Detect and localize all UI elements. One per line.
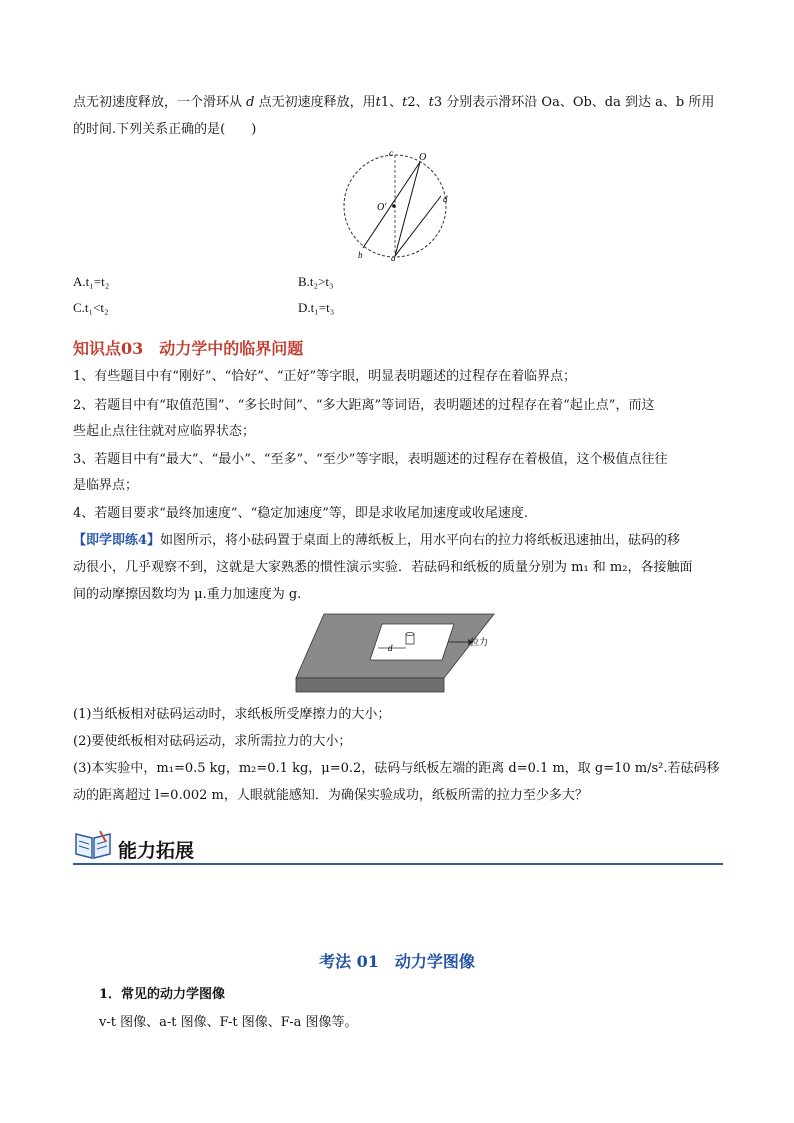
section-title: 能力拓展: [118, 840, 195, 862]
text: 2、: [407, 95, 429, 110]
question-text-line: [73, 94, 714, 112]
line-Oa: [395, 162, 420, 256]
paper-board-diagram: [294, 612, 504, 694]
knowledge-item-1: 1、有些题目中有“刚好”、“恰好”、“正好”等字眼，明显表明题述的过程存在着临界点；: [73, 369, 577, 384]
sub-question-3-cont: 动的距离超过 l=0.002 m，人眼就能感知．为确保实验成功，纸板所需的拉力至少多大？: [73, 788, 588, 803]
option-c[interactable]: C.t₁<t₂: [73, 300, 109, 315]
line-da: [395, 196, 441, 256]
exercise-tag: 【即学即练4】: [73, 533, 161, 548]
question-text-line: 的时间.下列关系正确的是( ): [73, 122, 257, 137]
exercise-line-2: 动很小，几乎观察不到，这就是大家熟悉的惯性演示实验．若砝码和纸板的质量分别为 m₁ 和 m₂，各接触面: [73, 560, 693, 575]
force-label: 拉力: [470, 638, 489, 648]
center-point: [392, 204, 396, 208]
text: d: [246, 95, 255, 110]
text: t: [428, 95, 434, 110]
sub-question-2: (2)要使纸板相对砝码运动，求所需拉力的大小；: [73, 734, 352, 749]
option-a[interactable]: A.t₁=t₂: [73, 274, 110, 289]
label-O: O: [419, 152, 427, 163]
text: 1、: [380, 95, 403, 110]
knowledge-item-3: 3、若题目中有“最大”、“最小”、“至多”、“至少”等字眼，表明题述的过程存在着极值，这个极值点往往: [73, 452, 668, 467]
method-title: 考法 01 动力学图像: [319, 952, 475, 971]
sub-question-3: (3)本实验中，m₁=0.5 kg，m₂=0.1 kg，μ=0.2，砝码与纸板左端的距离 d=0.1 m，取 g=10 m/s².若砝码移: [73, 761, 720, 776]
text: t: [375, 95, 381, 110]
book-icon: [73, 828, 113, 860]
exercise-line-1: [73, 532, 680, 550]
label-a: a: [391, 253, 396, 262]
knowledge-point-heading: 知识点03 动力学中的临界问题: [73, 339, 304, 358]
text: 3 分别表示滑环沿 Oa、Ob、da 到达 a、b 所用: [433, 95, 715, 110]
sub-question-1: (1)当纸板相对砝码运动时，求纸板所受摩擦力的大小；: [73, 707, 391, 722]
sub-text: v-t 图像、a-t 图像、F-t 图像、F-a 图像等。: [99, 1015, 358, 1030]
section-divider: [73, 863, 723, 865]
d-label: d: [388, 643, 393, 653]
table-edge: [296, 678, 444, 692]
text: 如图所示，将小砝码置于桌面上的薄纸板上，用水平向右的拉力将纸板迅速抽出，砝码的移: [160, 533, 681, 548]
circle-diagram: [340, 150, 460, 262]
knowledge-item-2-cont: 些起止点往往就对应临界状态；: [73, 424, 256, 439]
label-b: b: [358, 250, 363, 260]
sub-heading: 1．常见的动力学图像: [99, 987, 226, 1002]
knowledge-item-4: 4、若题目要求“最终加速度”、“稳定加速度”等，即是求收尾加速度或收尾速度.: [73, 506, 528, 521]
text: 点无初速度释放，一个滑环从: [73, 95, 247, 110]
knowledge-item-2: 2、若题目中有“取值范围”、“多长时间”、“多大距离”等词语，表明题述的过程存在着“起止点”，而这: [73, 398, 655, 413]
weight-top: [406, 633, 414, 636]
exercise-line-3: 间的动摩擦因数均为 μ.重力加速度为 g.: [73, 587, 302, 602]
label-d: d: [443, 194, 448, 204]
text: t: [402, 95, 408, 110]
option-b[interactable]: B.t₂>t₃: [298, 274, 334, 289]
text: 点无初速度释放，用: [254, 95, 376, 110]
label-O-prime: O′: [377, 202, 387, 213]
option-d[interactable]: D.t₁=t₃: [298, 300, 335, 315]
knowledge-item-3-cont: 是临界点；: [73, 478, 139, 493]
label-c: c: [389, 150, 393, 158]
